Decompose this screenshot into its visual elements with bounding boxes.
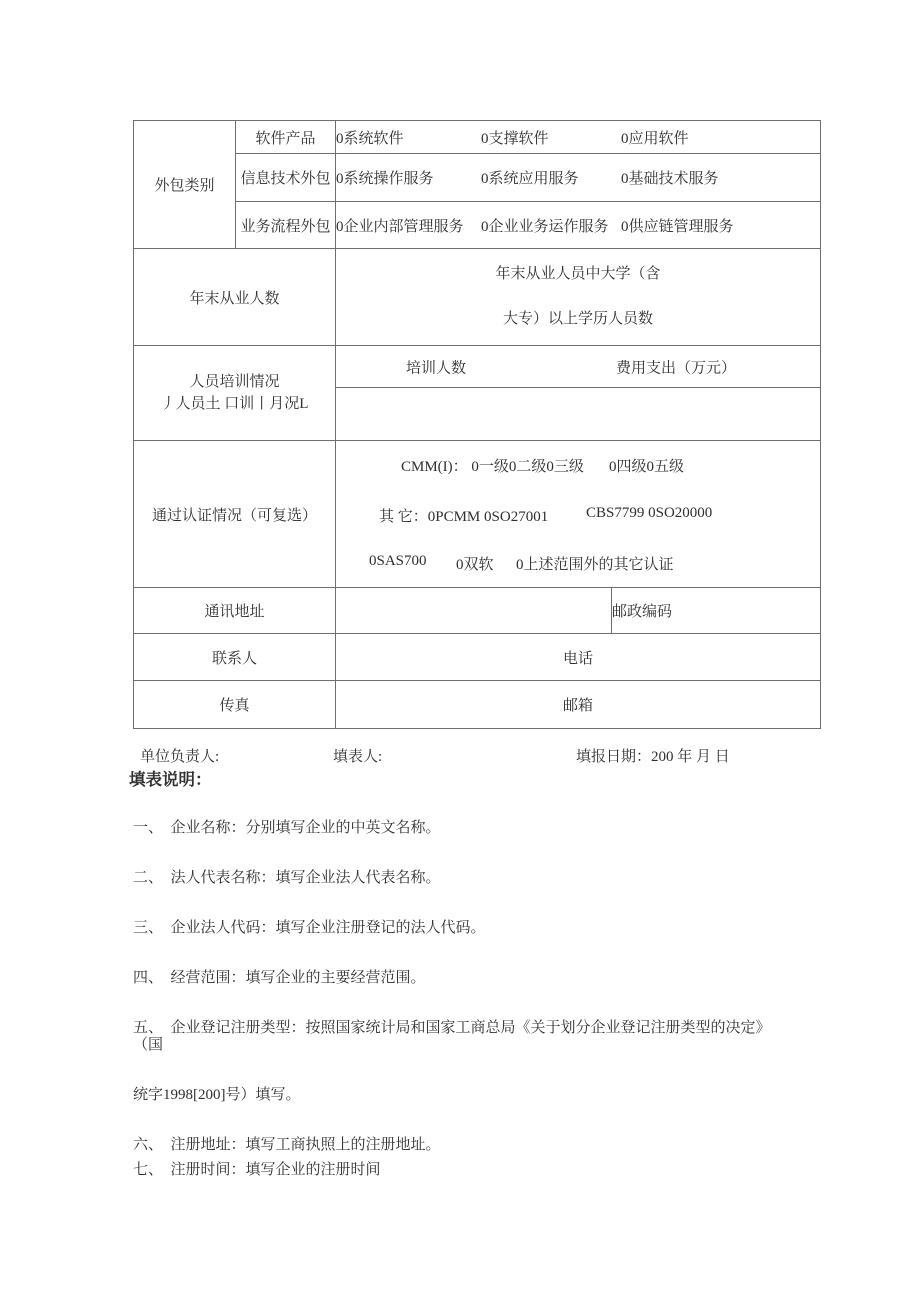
option-basic-tech-service: 0基础技术服务 (621, 171, 719, 187)
fax-label: 传真 (134, 681, 336, 729)
software-product-options (336, 121, 821, 154)
instruction-5-continuation: 统字1998[200]号）填写。 (133, 1087, 301, 1103)
certification-content (336, 441, 821, 588)
cmm-levels-1-3: CMM(I)： 0一级0二级0三级 (401, 459, 584, 475)
mailing-address-label: 通讯地址 (134, 588, 336, 634)
other-cert-pcmm-iso27001: 其 它：0PCMM 0SO27001 (379, 509, 549, 525)
software-product-label: 软件产品 (236, 121, 336, 154)
training-header-cell (336, 346, 821, 388)
fill-date-label: 填报日期：200 年 月 日 (576, 749, 730, 765)
postal-code-label: 邮政编码 (612, 588, 821, 634)
certification-line-cmm (336, 455, 820, 475)
email-label: 邮箱 (336, 681, 821, 729)
training-label-line1: 人员培训情况 (189, 374, 280, 390)
employees-content-line1: 年末从业人员中大学（含 (495, 266, 661, 282)
phone-label: 电话 (336, 634, 821, 681)
form-instructions (133, 820, 813, 1179)
bpo-label: 业务流程外包 (236, 202, 336, 249)
contact-person-label: 联系人 (134, 634, 336, 681)
outsourcing-category-header: 外包类别 (134, 121, 236, 249)
instruction-1: 一、 企业名称：分别填写企业的中英文名称。 (133, 820, 441, 836)
option-system-operation-service: 0系统操作服务 (336, 171, 434, 187)
personnel-training-label (134, 346, 336, 441)
mailing-address-input-cell (336, 588, 612, 634)
training-input-cell (336, 388, 821, 441)
option-business-operation-service: 0企业业务运作服务 (481, 218, 609, 235)
instruction-3: 三、 企业法人代码：填写企业注册登记的法人代码。 (133, 920, 486, 936)
enterprise-form-table (133, 120, 821, 729)
option-supply-chain-service: 0供应链管理服务 (621, 218, 734, 235)
training-expense-label: 费用支出（万元） (616, 360, 737, 376)
form-notes-title: 填表说明： (129, 770, 212, 789)
bpo-options (336, 202, 821, 249)
cert-other-outside-scope: 0上述范围外的其它认证 (516, 557, 674, 573)
year-end-employees-label: 年末从业人数 (134, 249, 336, 346)
certification-line-other (336, 505, 820, 525)
signature-row (0, 745, 920, 763)
training-headcount-label: 培训人数 (406, 360, 467, 376)
instruction-5: 五、 企业登记注册类型：按照国家统计局和国家工商总局《关于划分企业登记注册类型的决定》 （国 (133, 1020, 809, 1053)
option-system-application-service: 0系统应用服务 (481, 171, 579, 187)
training-label-line2: 丿人员土 口训丨月况L (160, 396, 309, 412)
certification-label: 通过认证情况（可复选） (134, 441, 336, 588)
instruction-2: 二、 法人代表名称：填写企业法人代表名称。 (133, 870, 441, 886)
instruction-6: 六、 注册地址：填写工商执照上的注册地址。 (133, 1137, 441, 1153)
year-end-employees-content (336, 249, 821, 346)
cert-sas700: 0SAS700 (369, 553, 427, 569)
option-internal-management-service: 0企业内部管理服务 (336, 218, 464, 235)
option-system-software: 0系统软件 (336, 130, 404, 147)
certification-line-misc (336, 553, 820, 573)
option-support-software: 0支撑软件 (481, 130, 549, 147)
other-cert-bs7799-iso20000: CBS7799 0SO20000 (586, 505, 713, 521)
cert-double-soft: 0双软 (456, 557, 494, 573)
employees-content-line2: 大专）以上学历人员数 (503, 311, 654, 327)
cmm-levels-4-5: 0四级0五级 (609, 459, 685, 475)
instruction-4: 四、 经营范围：填写企业的主要经营范围。 (133, 970, 426, 986)
it-outsourcing-options (336, 154, 821, 202)
option-application-software: 0应用软件 (621, 130, 689, 147)
instruction-7: 七、 注册时间：填写企业的注册时间 (133, 1162, 381, 1178)
it-outsourcing-label: 信息技术外包 (236, 154, 336, 202)
form-filler-label: 填表人: (333, 749, 383, 765)
unit-head-label: 单位负责人: (140, 749, 220, 765)
